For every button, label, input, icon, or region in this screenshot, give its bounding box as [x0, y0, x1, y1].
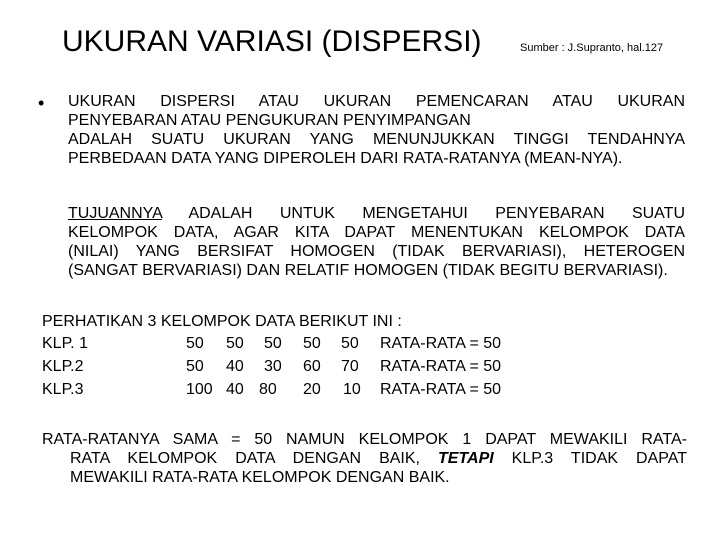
- group-value: 20: [303, 381, 321, 398]
- group-value: 80: [259, 381, 277, 398]
- conclusion-line: [42, 449, 687, 468]
- purpose-line: KELOMPOK DATA, AGAR KITA DAPAT MENENTUKAN KELOMPOK DATA: [68, 224, 685, 241]
- group-mean: RATA-RATA = 50: [380, 358, 502, 375]
- purpose-line-rest: ADALAH UNTUK MENGETAHUI PENYEBARAN SUATU: [161, 205, 685, 222]
- slide-title: UKURAN VARIASI (DISPERSI): [62, 25, 482, 58]
- group-value: 30: [264, 358, 282, 375]
- conclusion-line: RATA-RATANYA SAMA = 50 NAMUN KELOMPOK 1 DAPAT MEWAKILI RATA-: [42, 431, 687, 448]
- group-value: 100: [186, 381, 213, 398]
- group-value: 50: [303, 335, 321, 352]
- group-label: KLP.3: [42, 381, 84, 398]
- purpose-lead: TUJUANNYA: [68, 205, 162, 222]
- groups-heading: PERHATIKAN 3 KELOMPOK DATA BERIKUT INI :: [42, 313, 402, 330]
- source-citation: Sumber : J.Supranto, hal.127: [520, 42, 664, 54]
- group-mean: RATA-RATA = 50: [380, 381, 502, 398]
- group-value: 60: [303, 358, 321, 375]
- conclusion-paragraph: [42, 430, 687, 487]
- group-value: 40: [226, 358, 244, 375]
- group-label: KLP.2: [42, 358, 84, 375]
- conclusion-line: MEWAKILI RATA-RATA KELOMPOK DENGAN BAIK.: [70, 469, 450, 486]
- definition-line: UKURAN DISPERSI ATAU UKURAN PEMENCARAN ATAU UKURAN: [68, 93, 685, 110]
- group-value: 50: [341, 335, 359, 352]
- purpose-line: (SANGAT BERVARIASI) DAN RELATIF HOMOGEN (TIDAK BEGITU BERVARIASI).: [68, 262, 668, 279]
- group-value: 40: [226, 381, 244, 398]
- group-value: 50: [264, 335, 282, 352]
- group-label: KLP. 1: [42, 335, 88, 352]
- conclusion-text: KLP.3 TIDAK DAPAT: [493, 450, 688, 467]
- group-value: 70: [341, 358, 359, 375]
- definition-line: ADALAH SUATU UKURAN YANG MENUNJUKKAN TINGGI TENDAHNYA: [68, 131, 685, 148]
- purpose-line: (NILAI) YANG BERSIFAT HOMOGEN (TIDAK BERVARIASI), HETEROGEN: [68, 243, 685, 260]
- conclusion-emphasis: TETAPI: [437, 450, 494, 467]
- bullet-icon: •: [38, 93, 45, 113]
- conclusion-text: RATA KELOMPOK DATA DENGAN BAIK,: [70, 450, 438, 467]
- group-value: 50: [186, 335, 204, 352]
- definition-line: PENYEBARAN ATAU PENGUKURAN PENYIMPANGAN: [68, 112, 471, 129]
- group-value: 50: [186, 358, 204, 375]
- definition-line: PERBEDAAN DATA YANG DIPEROLEH DARI RATA-RATANYA (MEAN-NYA).: [68, 150, 623, 167]
- group-value: 50: [226, 335, 244, 352]
- group-value: 10: [343, 381, 361, 398]
- group-mean: RATA-RATA = 50: [380, 335, 502, 352]
